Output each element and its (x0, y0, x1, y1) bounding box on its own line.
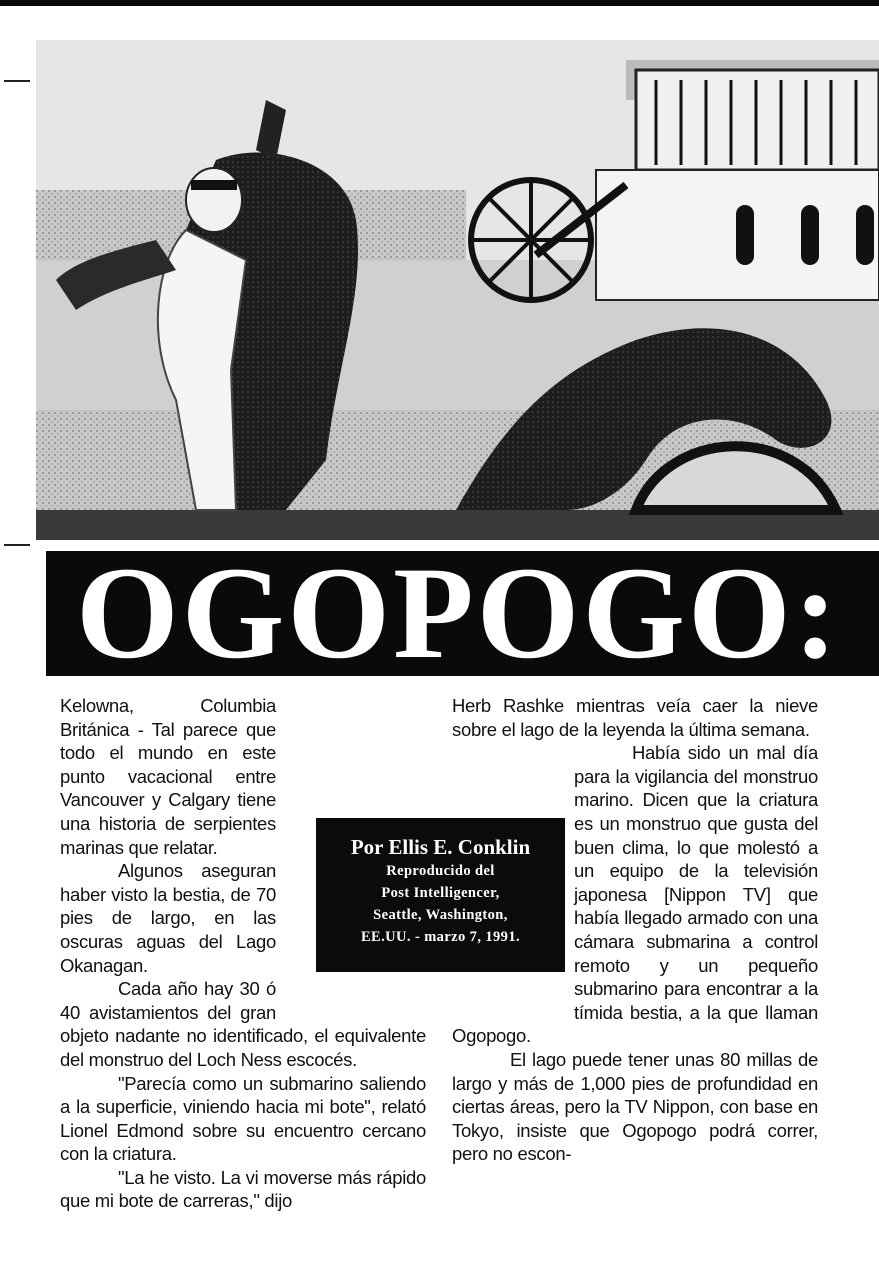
headline: OGOPOGO: (76, 551, 841, 676)
margin-mark (4, 544, 30, 546)
paragraph: "La he visto. La vi moverse más rápido que mi bote de carreras," dijo (60, 1166, 426, 1212)
paragraph: Algunos aseguran haber visto la bestia, de 70 pies de largo, en las oscuras aguas del Lago Okanagan. (60, 860, 276, 976)
byline-source-line: EE.UU. - marzo 7, 1991. (360, 929, 520, 945)
byline-source-line: Seattle, Washington, (373, 907, 508, 923)
photo-woman-with-ogopogo-costume (36, 40, 879, 540)
margin-mark (4, 80, 30, 82)
byline-source-line: Post Intelligencer, (381, 885, 500, 901)
byline-box (316, 818, 565, 972)
paragraph: Cada año hay 30 ó 40 avistamientos del gran objeto nadante no identificado, el equivalente del monstruo del Loch Ness escocés. (60, 978, 426, 1070)
paragraph-dateline: Kelowna, Columbia Británica - Tal parece que todo el mundo en este punto vacacional entre Vancouver y Calgary tiene una historia de serpientes marinas que relatar. (60, 695, 276, 858)
byline-author: Por Ellis E. Conklin (350, 835, 531, 859)
byline-source-line: Reproducido del (386, 863, 495, 879)
headline-banner (46, 551, 879, 676)
top-rule (0, 0, 879, 6)
paragraph: Herb Rashke mientras veía caer la nieve sobre el lago de la leyenda la última semana. (452, 695, 818, 740)
paragraph: El lago puede tener unas 80 millas de largo y más de 1,000 pies de profundidad en ciertas áreas, pero la TV Nippon, con base en Tokyo, insiste que Ogopogo podrá correr, pero no escon- (452, 1048, 818, 1165)
paragraph: "Parecía como un submarino saliendo a la superficie, viniendo hacia mi bote", relató Lionel Edmond sobre su encuentro cercano con la criatura. (60, 1072, 426, 1165)
paragraph: Había sido un mal día para la vigilancia del monstruo marino. Dicen que la criatura es un monstruo que gusta del buen clima, lo que molestó a un equipo de la televisión japonesa [Nippon TV] que había llegado armado con una cámara submarina a control remoto y un pequeño submarino para encontrar a la tímida bestia, a la que llaman Ogopogo. (452, 742, 818, 1047)
